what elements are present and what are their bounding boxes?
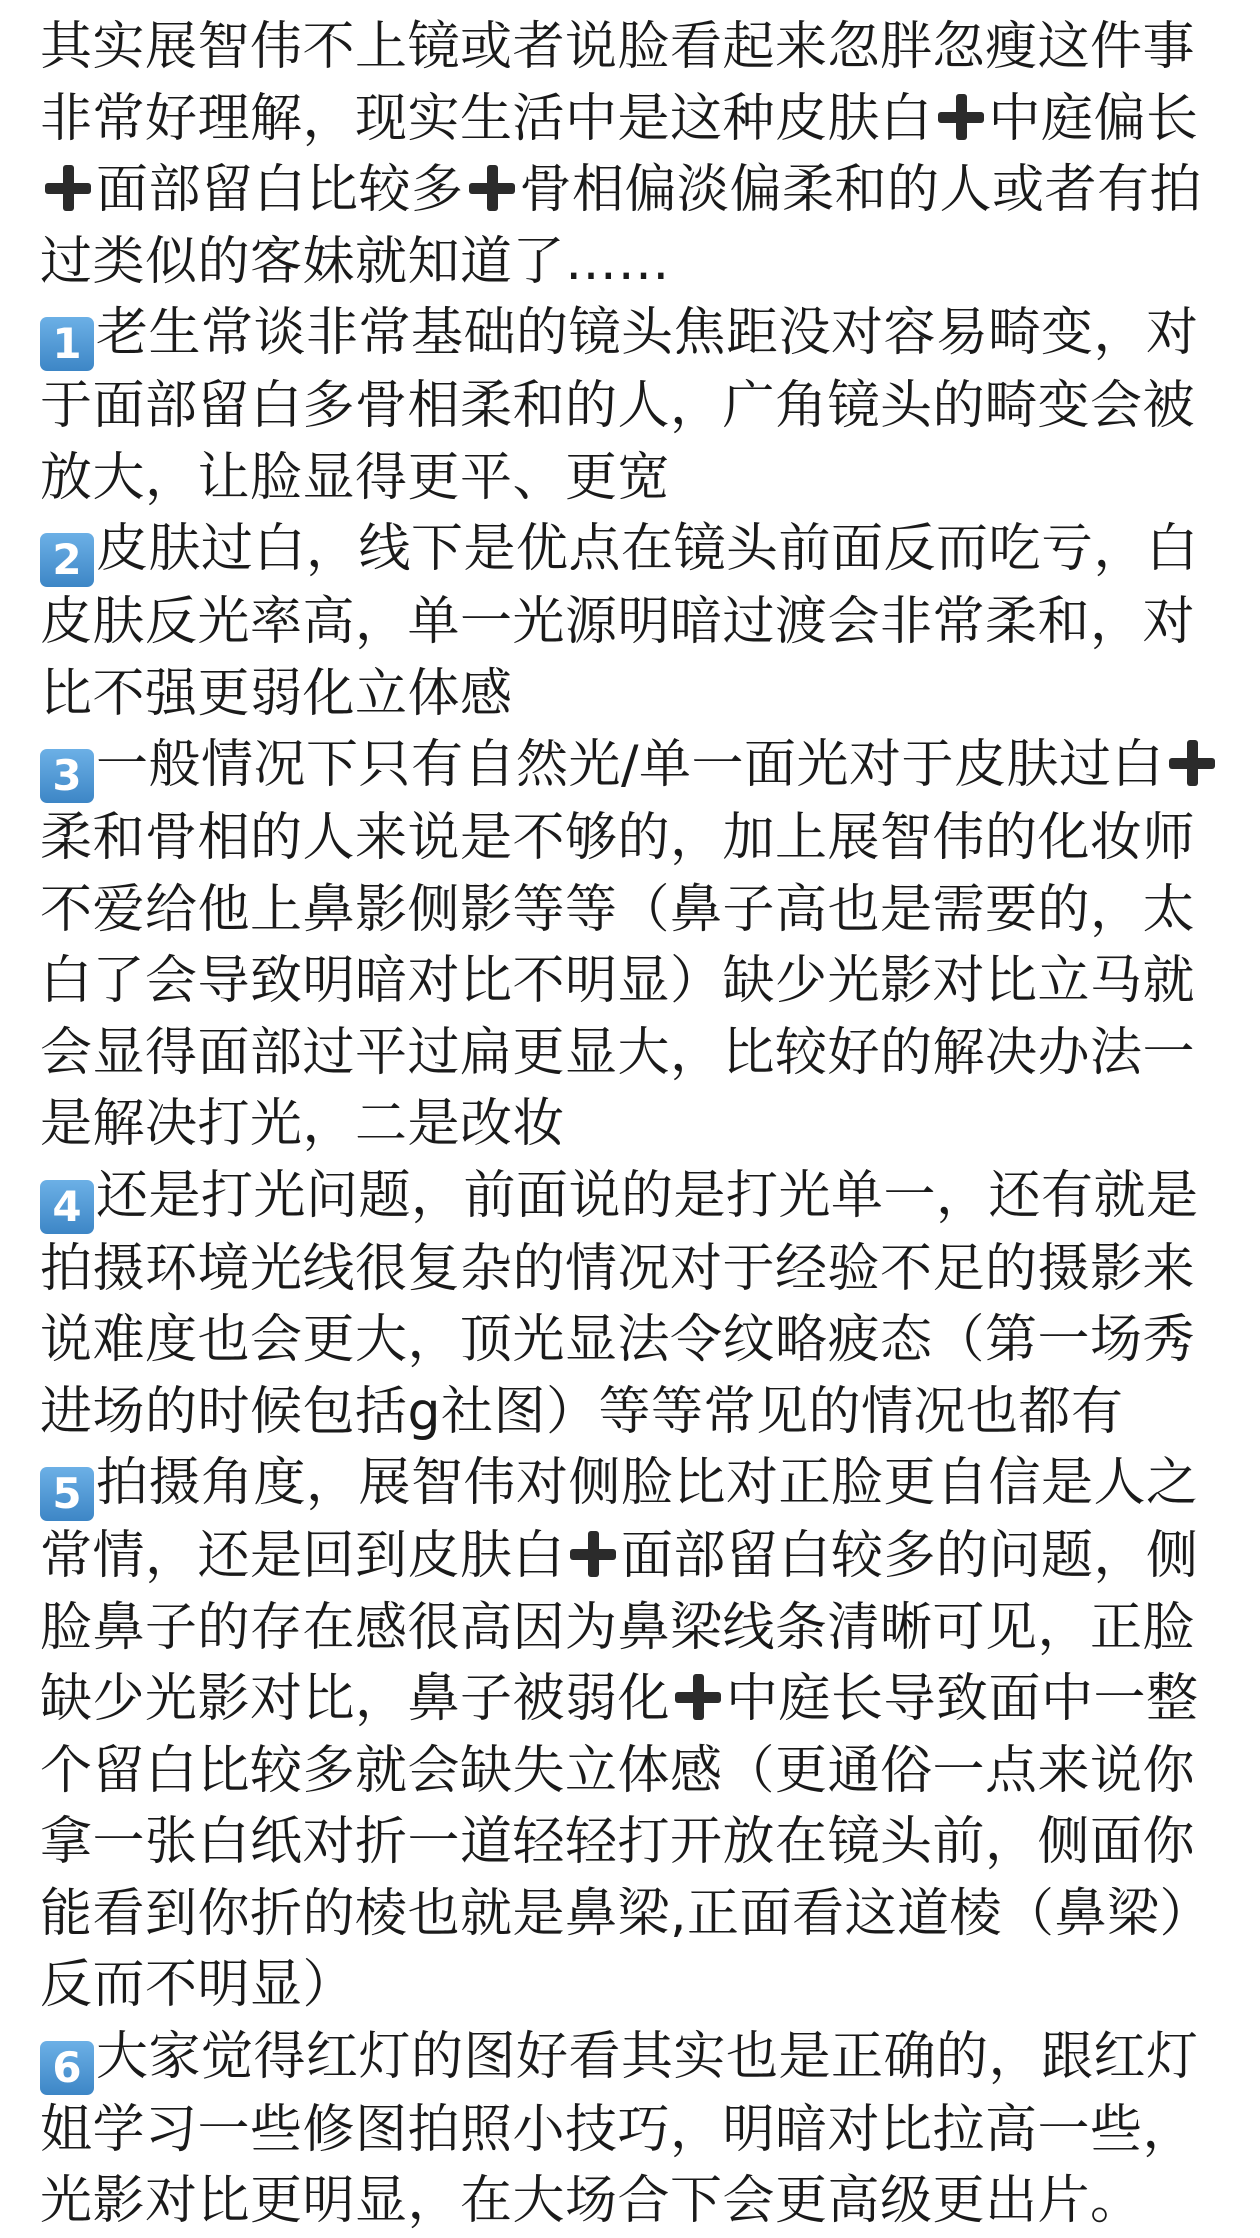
point-5-text-3: 中庭长导致面中一整个留白比较多就会缺失立体感（更通俗一点来说你拿一张白纸对折一道轻轻打开放在镜头前，侧面你能看到你折的棱也就是鼻梁,正面看这道棱（鼻梁）反而不明显） [40, 1669, 1213, 2015]
point-2-text: 皮肤过白，线下是优点在镜头前面反而吃亏，白皮肤反光率高，单一光源明暗过渡会非常柔和，对比不强更弱化立体感 [40, 519, 1199, 724]
plus-icon [671, 1670, 725, 1724]
point-1 [40, 298, 1228, 514]
plus-icon [41, 161, 95, 215]
number-1-keycap-icon: 1 [40, 317, 94, 371]
intro-text-3: 面部留白比较多 [96, 160, 464, 220]
number-5-keycap-icon: 5 [40, 1467, 94, 1521]
post-body [40, 12, 1228, 2238]
number-3-keycap-icon: 3 [40, 749, 94, 803]
point-4-text: 还是打光问题，前面说的是打光单一，还有就是拍摄环境光线很复杂的情况对于经验不足的摄影来说难度也会更大，顶光显法令纹略疲态（第一场秀进场的时候包括g社图）等等常见的情况也都有 [40, 1165, 1199, 1442]
point-1-text: 老生常谈非常基础的镜头焦距没对容易畸变，对于面部留白多骨相柔和的人，广角镜头的畸变会被放大，让脸显得更平、更宽 [40, 303, 1199, 508]
intro-text-1: 其实展智伟不上镜或者说脸看起来忽胖忽瘦这件事非常好理解，现实生活中是这种皮肤白 [40, 17, 1196, 149]
point-6-text: 大家觉得红灯的图好看其实也是正确的，跟红灯姐学习一些修图拍照小技巧，明暗对比拉高一些，光影对比更明显，在大场合下会更高级更出片。 [40, 2026, 1199, 2231]
plus-icon [566, 1527, 620, 1581]
intro-text-2: 中庭偏长 [988, 88, 1199, 149]
point-3 [40, 730, 1228, 1161]
number-6-keycap-icon: 6 [40, 2041, 94, 2095]
point-4 [40, 1161, 1228, 1449]
number-4-keycap-icon: 4 [40, 1180, 94, 1234]
point-2 [40, 514, 1228, 730]
number-2-keycap-icon: 2 [40, 533, 94, 587]
point-3-text-1: 一般情况下只有自然光/单一面光对于皮肤过白 [96, 735, 1165, 795]
point-5 [40, 1448, 1228, 2022]
plus-icon [1165, 736, 1219, 790]
point-3-text-2: 柔和骨相的人来说是不够的，加上展智伟的化妆师不爱给他上鼻影侧影等等（鼻子高也是需要的，太白了会导致明暗对比不明显）缺少光影对比立马就会显得面部过平过扁更显大，比较好的解决办法一是解决打光，二是改妆 [40, 808, 1196, 1154]
point-5-text-2: 面部留白较多的问题，侧脸鼻子的存在感很高因为鼻梁线条清晰可见，正脸缺少光影对比，鼻子被弱化 [40, 1526, 1199, 1729]
plus-icon [465, 161, 519, 215]
intro-text-4: 骨相偏淡偏柔和的人或者有拍过类似的客妹就知道了…… [40, 160, 1203, 292]
plus-icon [934, 90, 988, 144]
point-5-text-1: 拍摄角度，展智伟对侧脸比对正脸更自信是人之常情，还是回到皮肤白 [40, 1453, 1199, 1586]
point-6 [40, 2022, 1228, 2238]
intro-paragraph [40, 12, 1228, 298]
